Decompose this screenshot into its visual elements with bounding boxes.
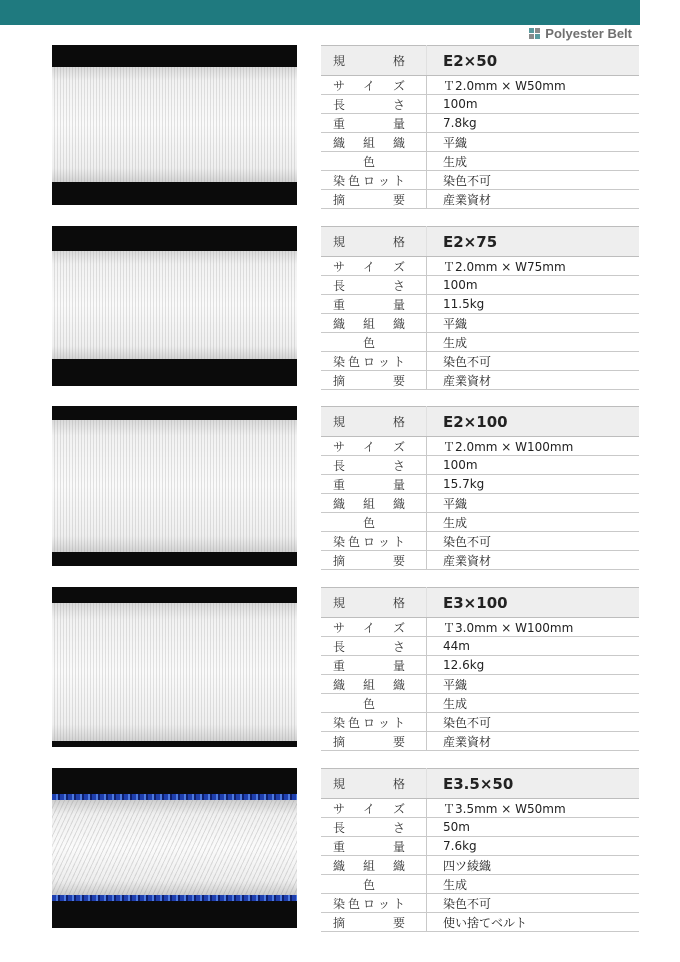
spec-label: 摘 要: [321, 913, 427, 932]
spec-label: 摘 要: [321, 732, 427, 751]
spec-label: 摘 要: [321, 551, 427, 570]
spec-label: 色: [321, 513, 427, 532]
belt-webbing: [52, 251, 297, 359]
length-value: 44m: [427, 637, 640, 656]
size-value: Ｔ3.0mm × W100mm: [427, 618, 640, 637]
spec-label: 染 色 ロ ッ ト: [321, 171, 427, 190]
belt-webbing: [52, 800, 297, 895]
spec-label: 重 量: [321, 837, 427, 856]
spec-label: 色: [321, 152, 427, 171]
belt-webbing: [52, 67, 297, 182]
spec-table: [321, 768, 639, 932]
spec-label: 染 色 ロ ッ ト: [321, 894, 427, 913]
length-value: 50m: [427, 818, 640, 837]
spec-label: 長 さ: [321, 276, 427, 295]
size-value: Ｔ2.0mm × W100mm: [427, 437, 640, 456]
spec-label: 色: [321, 875, 427, 894]
spec-table: [321, 45, 639, 209]
color-value: 生成: [427, 513, 640, 532]
spec-label: 染 色 ロ ッ ト: [321, 532, 427, 551]
weave-value: 平織: [427, 494, 640, 513]
summary-value: 産業資材: [427, 732, 640, 751]
summary-value: 産業資材: [427, 190, 640, 209]
spec-label: 長 さ: [321, 818, 427, 837]
belt-blue-edge: [52, 895, 297, 901]
product-e3.5x50: [0, 768, 640, 933]
weave-value: 四ツ綾織: [427, 856, 640, 875]
weave-value: 平織: [427, 133, 640, 152]
summary-value: 産業資材: [427, 551, 640, 570]
spec-value: E2×100: [427, 407, 640, 437]
color-value: 生成: [427, 694, 640, 713]
length-value: 100m: [427, 95, 640, 114]
spec-label: 長 さ: [321, 637, 427, 656]
color-value: 生成: [427, 152, 640, 171]
color-value: 生成: [427, 875, 640, 894]
spec-label: 染 色 ロ ッ ト: [321, 352, 427, 371]
belt-photo: [52, 226, 297, 386]
summary-value: 使い捨てベルト: [427, 913, 640, 932]
spec-table: [321, 226, 639, 390]
spec-label: 摘 要: [321, 190, 427, 209]
header-bar: [0, 0, 640, 25]
spec-label: 織 組 織: [321, 133, 427, 152]
belt-webbing: [52, 603, 297, 741]
dye-value: 染色不可: [427, 171, 640, 190]
length-value: 100m: [427, 276, 640, 295]
spec-label: 規 格: [321, 227, 427, 257]
spec-table: [321, 587, 639, 751]
spec-label: 重 量: [321, 656, 427, 675]
spec-label: サ イ ズ: [321, 799, 427, 818]
spec-label: 重 量: [321, 114, 427, 133]
product-e2x100: [0, 406, 640, 571]
spec-label: 規 格: [321, 769, 427, 799]
belt-webbing: [52, 420, 297, 552]
spec-label: 織 組 織: [321, 675, 427, 694]
spec-label: サ イ ズ: [321, 437, 427, 456]
spec-label: 規 格: [321, 407, 427, 437]
weight-value: 7.8kg: [427, 114, 640, 133]
weight-value: 15.7kg: [427, 475, 640, 494]
spec-label: 色: [321, 694, 427, 713]
brand-text: Polyester Belt: [545, 26, 632, 41]
spec-label: サ イ ズ: [321, 257, 427, 276]
spec-value: E3×100: [427, 588, 640, 618]
dye-value: 染色不可: [427, 894, 640, 913]
product-e3x100: [0, 587, 640, 752]
product-e2x75: [0, 226, 640, 391]
belt-photo: [52, 406, 297, 566]
weight-value: 7.6kg: [427, 837, 640, 856]
spec-table: [321, 406, 639, 570]
spec-value: E2×50: [427, 46, 640, 76]
length-value: 100m: [427, 456, 640, 475]
spec-label: 規 格: [321, 46, 427, 76]
spec-label: 織 組 織: [321, 494, 427, 513]
spec-label: 織 組 織: [321, 856, 427, 875]
dye-value: 染色不可: [427, 713, 640, 732]
belt-photo: [52, 768, 297, 928]
spec-value: E3.5×50: [427, 769, 640, 799]
size-value: Ｔ3.5mm × W50mm: [427, 799, 640, 818]
spec-label: 規 格: [321, 588, 427, 618]
spec-label: 長 さ: [321, 95, 427, 114]
weave-value: 平織: [427, 314, 640, 333]
spec-label: 織 組 織: [321, 314, 427, 333]
belt-photo: [52, 587, 297, 747]
spec-label: サ イ ズ: [321, 76, 427, 95]
dye-value: 染色不可: [427, 352, 640, 371]
brand-label: [529, 26, 632, 41]
spec-value: E2×75: [427, 227, 640, 257]
grid-logo-icon: [529, 28, 540, 39]
size-value: Ｔ2.0mm × W50mm: [427, 76, 640, 95]
spec-label: 長 さ: [321, 456, 427, 475]
weight-value: 11.5kg: [427, 295, 640, 314]
spec-label: 染 色 ロ ッ ト: [321, 713, 427, 732]
spec-label: サ イ ズ: [321, 618, 427, 637]
belt-photo: [52, 45, 297, 205]
weave-value: 平織: [427, 675, 640, 694]
dye-value: 染色不可: [427, 532, 640, 551]
product-e2x50: [0, 45, 640, 210]
spec-label: 色: [321, 333, 427, 352]
size-value: Ｔ2.0mm × W75mm: [427, 257, 640, 276]
spec-label: 重 量: [321, 295, 427, 314]
spec-label: 摘 要: [321, 371, 427, 390]
summary-value: 産業資材: [427, 371, 640, 390]
weight-value: 12.6kg: [427, 656, 640, 675]
spec-label: 重 量: [321, 475, 427, 494]
color-value: 生成: [427, 333, 640, 352]
